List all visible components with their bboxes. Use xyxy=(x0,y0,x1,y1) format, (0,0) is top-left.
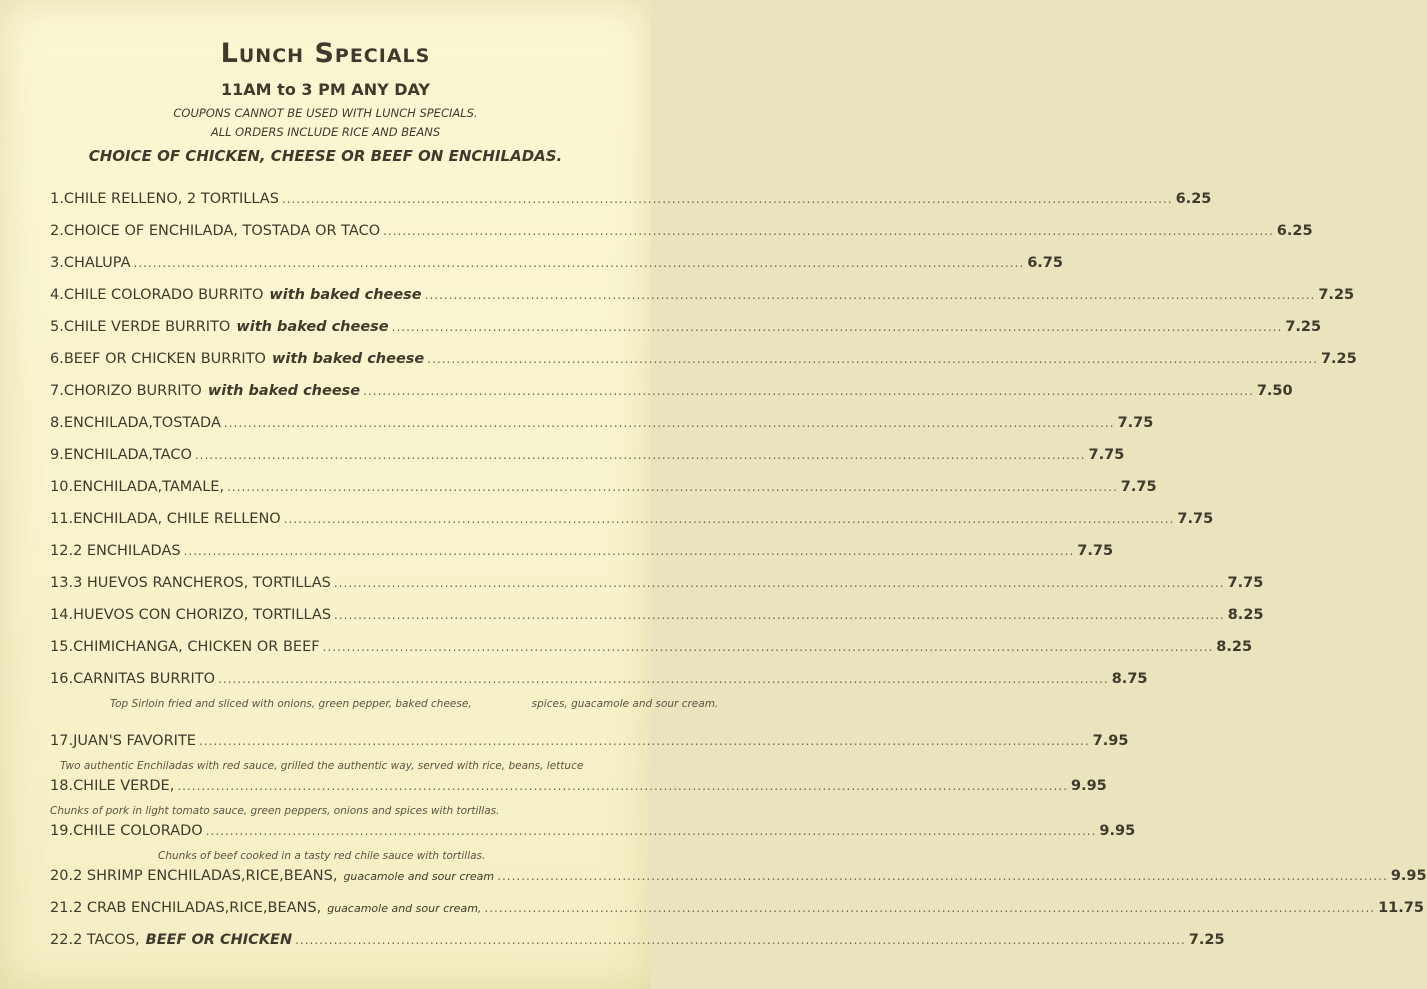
menu-item xyxy=(50,818,1136,863)
menu-item xyxy=(50,506,1214,538)
menu-item-row xyxy=(50,378,1293,404)
menu-item-row xyxy=(50,538,1114,564)
item-price: 8.25 xyxy=(1227,607,1264,623)
menu-item xyxy=(50,250,1063,282)
item-number: 1. xyxy=(50,191,64,207)
item-name: ENCHILADA,TACO xyxy=(63,447,192,463)
item-extra: with baked cheese xyxy=(269,287,422,303)
item-price: 9.95 xyxy=(1071,778,1107,794)
item-description: spices, guacamole and sour cream. xyxy=(531,698,719,710)
item-price: 7.25 xyxy=(1320,351,1357,367)
item-number: 10. xyxy=(50,479,74,495)
dot-leader xyxy=(323,634,1214,660)
menu-item xyxy=(50,602,1264,634)
menu-item xyxy=(50,314,1322,346)
item-price: 7.25 xyxy=(1285,319,1322,335)
item-extra: with baked cheese xyxy=(236,319,389,335)
dot-leader xyxy=(227,474,1118,500)
item-price: 7.25 xyxy=(1188,932,1225,948)
item-name: CHILE RELLENO, 2 TORTILLAS xyxy=(63,191,279,207)
dot-leader xyxy=(218,666,1109,692)
item-number: 19. xyxy=(50,823,74,839)
dot-leader xyxy=(199,728,1090,754)
dot-leader xyxy=(284,506,1175,532)
menu-item-row xyxy=(50,506,1214,532)
item-name: ENCHILADA,TOSTADA xyxy=(63,415,221,431)
item-price: 9.95 xyxy=(1390,868,1427,884)
item-description: Two authentic Enchiladas with red sauce, grilled the authentic way, served with rice, beans, lettuce xyxy=(60,760,584,772)
item-price: 7.75 xyxy=(1088,447,1125,463)
item-name: 2 SHRIMP ENCHILADAS,RICE,BEANS, xyxy=(73,868,338,884)
item-number: 14. xyxy=(50,607,74,623)
menu-item-row xyxy=(50,410,1154,436)
item-number: 2. xyxy=(50,223,64,239)
dot-leader xyxy=(425,282,1316,308)
menu-item-row xyxy=(50,250,1063,276)
item-name: 2 ENCHILADAS xyxy=(73,543,181,559)
item-number: 18. xyxy=(50,778,74,794)
menu-item xyxy=(50,282,1355,314)
menu-item-row xyxy=(50,863,1427,890)
item-description: Chunks of beef cooked in a tasty red chile sauce with tortillas. xyxy=(158,850,486,862)
dot-leader xyxy=(383,218,1274,244)
item-number: 8. xyxy=(50,415,64,431)
item-name: 3 HUEVOS RANCHEROS, TORTILLAS xyxy=(73,575,331,591)
item-price: 7.75 xyxy=(1177,511,1214,527)
menu-item-row xyxy=(50,314,1322,340)
dot-leader xyxy=(206,818,1097,844)
menu-item-row xyxy=(50,346,1357,372)
choice-note: CHOICE OF CHICKEN, CHEESE OR BEEF ON ENCHILADAS. xyxy=(88,147,563,165)
item-name: CHILE VERDE, xyxy=(73,778,175,794)
menu-item xyxy=(50,863,1427,895)
dot-leader xyxy=(134,250,1025,276)
menu-item-row xyxy=(50,773,1107,799)
menu-item-row xyxy=(50,282,1355,308)
item-number: 22. xyxy=(50,932,74,948)
menu-item xyxy=(50,895,1424,927)
item-price: 7.75 xyxy=(1120,479,1157,495)
item-number: 20. xyxy=(50,868,74,884)
item-price: 7.25 xyxy=(1318,287,1355,303)
item-number: 15. xyxy=(50,639,74,655)
menu-item-row xyxy=(50,186,1212,212)
item-name: 2 CRAB ENCHILADAS,RICE,BEANS, xyxy=(73,900,322,916)
menu-item xyxy=(50,218,1313,250)
menu-item-row xyxy=(50,728,1129,754)
menu-list xyxy=(50,186,1427,959)
menu-item xyxy=(50,634,1253,666)
item-price: 7.95 xyxy=(1092,733,1129,749)
item-name: CHILE VERDE BURRITO xyxy=(63,319,231,335)
item-extra: guacamole and sour cream xyxy=(343,870,495,883)
menu-item xyxy=(50,442,1125,474)
item-price: 8.25 xyxy=(1216,639,1253,655)
menu-item xyxy=(50,186,1212,218)
item-number: 3. xyxy=(50,255,64,271)
menu-item xyxy=(50,773,1107,818)
item-number: 6. xyxy=(50,351,64,367)
item-price: 6.75 xyxy=(1027,255,1063,271)
item-name: CHALUPA xyxy=(63,255,131,271)
item-price: 7.50 xyxy=(1256,383,1293,399)
item-price: 7.75 xyxy=(1227,575,1264,591)
item-price: 9.95 xyxy=(1099,823,1136,839)
dot-leader xyxy=(184,538,1075,564)
item-price: 7.75 xyxy=(1077,543,1114,559)
item-name: CHOICE OF ENCHILADA, TOSTADA OR TACO xyxy=(63,223,381,239)
menu-item-row xyxy=(50,666,1148,692)
dot-leader xyxy=(334,602,1225,628)
item-name: CHILE COLORADO xyxy=(73,823,203,839)
dot-leader xyxy=(295,927,1186,953)
menu-item xyxy=(50,410,1154,442)
dot-leader xyxy=(177,773,1068,799)
item-price: 6.25 xyxy=(1276,223,1313,239)
menu-item-row xyxy=(50,218,1313,244)
menu-item xyxy=(50,728,1129,773)
dot-leader xyxy=(497,863,1388,889)
menu-item-row xyxy=(50,818,1136,844)
item-name: 2 TACOS, xyxy=(73,932,140,948)
rice-beans-note: ALL ORDERS INCLUDE RICE AND BEANS xyxy=(210,125,441,139)
item-number: 9. xyxy=(50,447,64,463)
item-name: CHORIZO BURRITO xyxy=(63,383,202,399)
dot-leader xyxy=(484,895,1375,921)
menu-item xyxy=(50,666,1148,728)
item-number: 5. xyxy=(50,319,64,335)
item-number: 12. xyxy=(50,543,74,559)
menu-item xyxy=(50,474,1157,506)
item-price: 8.75 xyxy=(1111,671,1148,687)
item-extra: with baked cheese xyxy=(271,351,425,367)
item-name: CHIMICHANGA, CHICKEN OR BEEF xyxy=(73,639,320,655)
item-name: HUEVOS CON CHORIZO, TORTILLAS xyxy=(73,607,332,623)
menu-item-row xyxy=(50,927,1225,953)
item-price: 7.75 xyxy=(1117,415,1154,431)
dot-leader xyxy=(224,410,1115,436)
item-price: 6.25 xyxy=(1175,191,1212,207)
item-name: CHILE COLORADO BURRITO xyxy=(63,287,264,303)
item-number: 21. xyxy=(50,900,74,916)
menu-item-row xyxy=(50,570,1264,596)
item-number: 11. xyxy=(50,511,74,527)
dot-leader xyxy=(427,346,1318,372)
menu-item xyxy=(50,927,1225,959)
menu-item xyxy=(50,346,1357,378)
dot-leader xyxy=(282,186,1173,212)
dot-leader xyxy=(363,378,1254,404)
dot-leader xyxy=(334,570,1225,596)
menu-item xyxy=(50,570,1264,602)
item-number: 13. xyxy=(50,575,74,591)
menu-item xyxy=(50,378,1293,410)
item-number: 7. xyxy=(50,383,64,399)
item-price: 11.75 xyxy=(1378,900,1424,916)
dot-leader xyxy=(195,442,1086,468)
coupon-note: COUPONS CANNOT BE USED WITH LUNCH SPECIALS. xyxy=(173,106,478,120)
item-extra: BEEF OR CHICKEN xyxy=(145,932,293,948)
item-name: CARNITAS BURRITO xyxy=(73,671,216,687)
page-title: Lunch Specials xyxy=(220,38,431,69)
hours-subtitle: 11AM to 3 PM ANY DAY xyxy=(221,80,430,99)
dot-leader xyxy=(392,314,1283,340)
menu-item-row xyxy=(50,474,1157,500)
menu-item-row xyxy=(50,895,1424,922)
item-extra: with baked cheese xyxy=(207,383,361,399)
item-extra: guacamole and sour cream, xyxy=(327,902,482,915)
item-name: ENCHILADA,TAMALE, xyxy=(73,479,225,495)
item-name: ENCHILADA, CHILE RELLENO xyxy=(73,511,281,527)
item-number: 16. xyxy=(50,671,74,687)
item-number: 4. xyxy=(50,287,64,303)
menu-item-row xyxy=(50,634,1253,660)
menu-item-row xyxy=(50,442,1125,468)
menu-item xyxy=(50,538,1114,570)
item-number: 17. xyxy=(50,733,74,749)
item-name: JUAN'S FAVORITE xyxy=(73,733,196,749)
item-name: BEEF OR CHICKEN BURRITO xyxy=(63,351,266,367)
menu-item-row xyxy=(50,602,1264,628)
item-description: Top Sirloin fried and sliced with onions, green pepper, baked cheese, xyxy=(110,698,472,710)
item-description: Chunks of pork in light tomato sauce, green peppers, onions and spices with tortillas. xyxy=(50,805,500,817)
